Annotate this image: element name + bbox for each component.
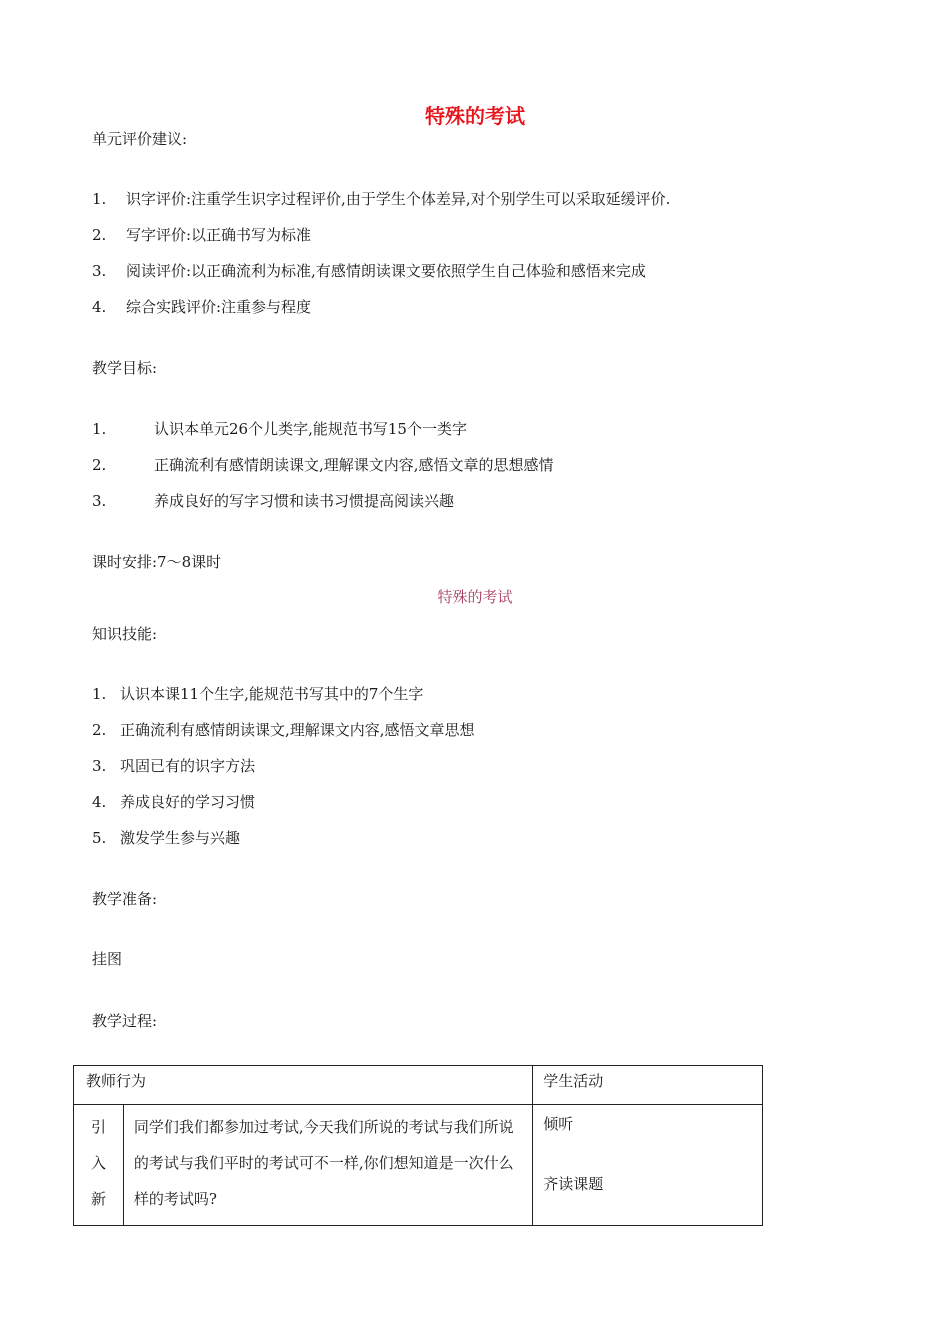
student-activity: 倾听	[543, 1115, 574, 1133]
teacher-action-cell: 同学们我们都参加过考试,今天我们所说的考试与我们所说的考试与我们平时的考试可不一样,你们想知道是一次什么样的考试吗?	[123, 1105, 532, 1226]
preparation-heading: 教学准备:	[92, 890, 158, 908]
item-number: 5.	[92, 829, 107, 847]
stage-cell	[74, 1105, 124, 1226]
document-title: 特殊的考试	[425, 104, 525, 128]
item-text: 正确流利有感情朗读课文,理解课文内容,感悟文章的思想感情	[154, 456, 554, 474]
process-heading: 教学过程:	[92, 1012, 158, 1030]
item-text: 正确流利有感情朗读课文,理解课文内容,感悟文章思想	[120, 721, 475, 739]
skill-item	[92, 755, 255, 776]
item-text: 养成良好的写字习惯和读书习惯提高阅读兴趣	[154, 492, 455, 510]
item-text: 巩固已有的识字方法	[120, 757, 256, 775]
skill-item	[92, 791, 255, 812]
preparation-content: 挂图	[92, 950, 123, 968]
evaluation-heading: 单元评价建议:	[92, 130, 188, 148]
teacher-column-header: 教师行为	[74, 1066, 533, 1105]
item-number: 1.	[92, 685, 107, 703]
schedule-line: 课时安排:7～8课时	[92, 553, 222, 571]
item-text: 认识本课11个生字,能规范书写其中的7个生字	[120, 685, 424, 703]
item-number: 4.	[92, 793, 107, 811]
item-number: 3.	[92, 262, 107, 280]
table-header-row	[74, 1066, 763, 1105]
student-column-header: 学生活动	[533, 1066, 763, 1105]
item-text: 综合实践评价:注重参与程度	[126, 298, 312, 316]
item-text: 写字评价:以正确书写为标准	[126, 226, 312, 244]
skill-item	[92, 827, 240, 848]
stage-char: 入	[90, 1154, 106, 1172]
item-text: 激发学生参与兴趣	[120, 829, 241, 847]
evaluation-item	[92, 224, 311, 245]
skill-item	[92, 719, 475, 740]
item-number: 2.	[92, 456, 107, 474]
goal-item	[92, 418, 467, 439]
goal-item	[92, 454, 554, 475]
item-number: 1.	[92, 190, 107, 208]
skill-item	[92, 683, 423, 704]
item-number: 2.	[92, 226, 107, 244]
student-activity-cell	[533, 1105, 763, 1226]
item-number: 3.	[92, 492, 107, 510]
item-text: 养成良好的学习习惯	[120, 793, 256, 811]
item-number: 2.	[92, 721, 107, 739]
evaluation-item	[92, 296, 311, 317]
table-row	[74, 1105, 763, 1226]
student-activity: 齐读课题	[543, 1175, 604, 1193]
item-number: 1.	[92, 420, 107, 438]
goals-heading: 教学目标:	[92, 359, 158, 377]
lesson-title: 特殊的考试	[437, 588, 513, 606]
evaluation-item	[92, 260, 646, 281]
skills-heading: 知识技能:	[92, 625, 158, 643]
item-text: 识字评价:注重学生识字过程评价,由于学生个体差异,对个别学生可以采取延缓评价.	[126, 190, 671, 208]
evaluation-item	[92, 188, 670, 209]
goal-item	[92, 490, 454, 511]
stage-char: 新	[90, 1190, 106, 1208]
process-table	[73, 1065, 763, 1226]
stage-char: 引	[90, 1118, 106, 1136]
item-text: 认识本单元26个儿类字,能规范书写15个一类字	[154, 420, 467, 438]
item-number: 3.	[92, 757, 107, 775]
item-number: 4.	[92, 298, 107, 316]
item-text: 阅读评价:以正确流利为标准,有感情朗读课文要依照学生自己体验和感悟来完成	[126, 262, 646, 280]
